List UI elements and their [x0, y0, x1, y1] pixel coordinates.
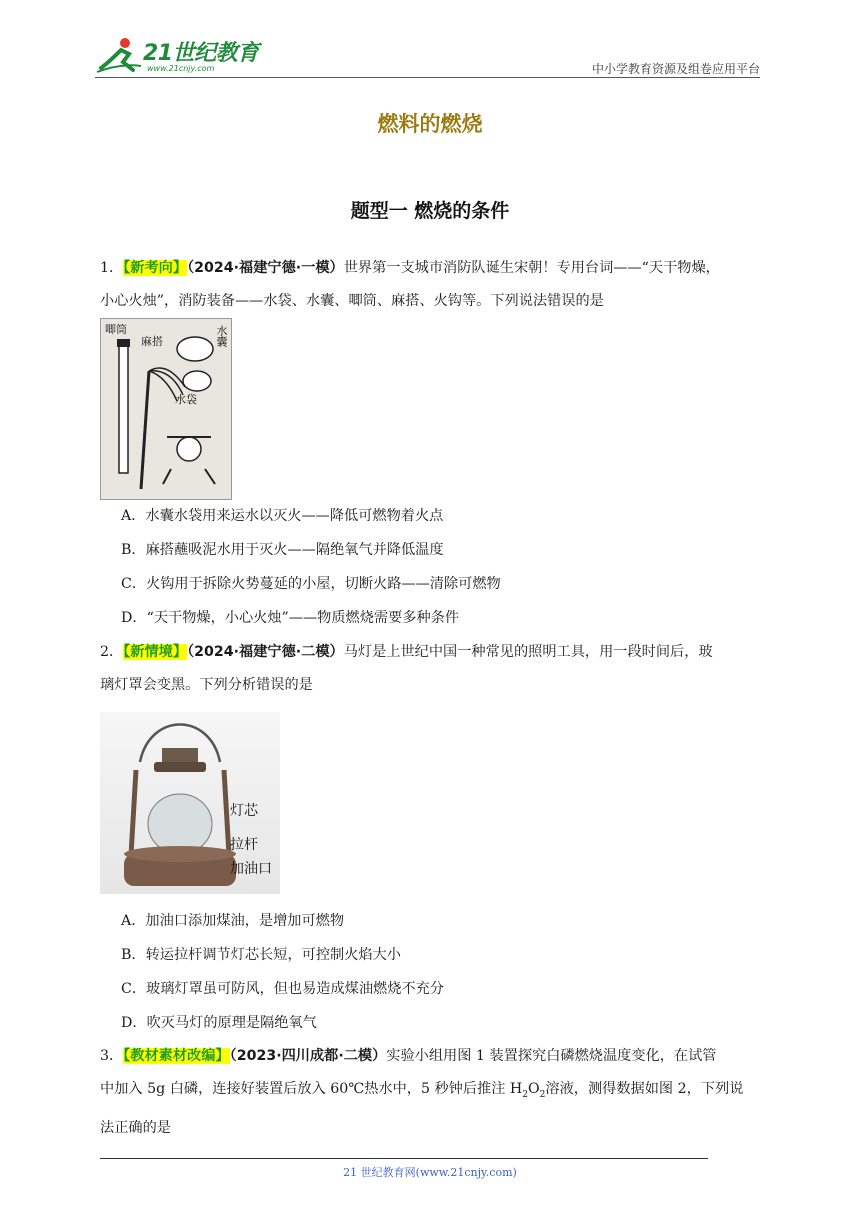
option-d: D．“天干物燥，小心火烛”——物质燃烧需要多种条件 — [121, 610, 460, 626]
subscript: 2 — [539, 1089, 546, 1100]
option-d: D．吹灭马灯的原理是隔绝氧气 — [121, 1015, 317, 1031]
footer-divider — [100, 1158, 708, 1159]
logo — [95, 36, 295, 76]
fire-equipment-image — [100, 318, 232, 500]
question-text: 中加入 5g 白磷，连接好装置后放入 60℃热水中，5 秒钟后推注 H — [100, 1081, 523, 1097]
header-divider — [95, 77, 760, 78]
option-b: B．转运拉杆调节灯芯长短，可控制火焰大小 — [121, 947, 401, 963]
option-b: B．麻搭蘸吸泥水用于灭火——隔绝氧气并降低温度 — [121, 542, 444, 558]
logo-url: www.21cnjy.com — [147, 64, 215, 73]
option-c: C．玻璃灯罩虽可防风，但也易造成煤油燃烧不充分 — [121, 981, 444, 997]
question-text: 小心火烛”，消防装备——水袋、水囊、唧筒、麻搭、火钩等。下列说法错误的是 — [100, 293, 604, 309]
question-text: 世界第一支城市消防队诞生宋朝！专用台词——“天干物燥， — [343, 260, 720, 276]
document-title: 燃料的燃烧 — [377, 112, 483, 136]
option-c: C．火钩用于拆除火势蔓延的小屋，切断火路——清除可燃物 — [121, 576, 501, 592]
question-number: 1． — [100, 260, 124, 276]
runner-logo-icon — [95, 36, 143, 76]
fire-equipment-drawing — [101, 319, 231, 499]
image-label: 唧筒 — [105, 323, 127, 336]
question-text: 实验小组用图 1 装置探究白磷燃烧温度变化，在试管 — [386, 1048, 717, 1064]
section-title: 题型一 燃烧的条件 — [350, 200, 510, 222]
question-text: 璃灯罩会变黑。下列分析错误的是 — [100, 677, 313, 693]
image-label: 麻搭 — [141, 335, 163, 348]
header-platform-name: 中小学教育资源及组卷应用平台 — [591, 62, 760, 76]
question-source: （2024·福建宁德·一模） — [187, 260, 344, 276]
image-label: 水袋 — [175, 393, 197, 406]
question-1-stem — [100, 252, 765, 318]
question-2-stem — [100, 636, 765, 702]
question-tag: 【新情境】 — [123, 644, 188, 660]
image-label: 拉杆 — [230, 837, 258, 853]
question-text: 溶液，测得数据如图 2，下列说 — [545, 1081, 744, 1097]
option-a: A．水囊水袋用来运水以灭火——降低可燃物着火点 — [121, 508, 444, 524]
question-source: （2024·福建宁德·二模） — [187, 644, 344, 660]
question-tag: 【教材素材改编】 — [123, 1048, 230, 1064]
question-text: 马灯是上世纪中国一种常见的照明工具，用一段时间后，玻 — [343, 644, 713, 660]
question-3-stem — [100, 1040, 765, 1145]
image-label: 灯芯 — [230, 803, 258, 819]
footer-text: 21 世纪教育网(www.21cnjy.com) — [343, 1166, 517, 1179]
image-label: 加油口 — [230, 861, 272, 877]
question-tag: 【新考向】 — [123, 260, 188, 276]
logo-text: 21世纪教育 — [143, 41, 259, 66]
question-source: （2023·四川成都·二模） — [229, 1048, 387, 1064]
formula-o: O — [528, 1081, 540, 1097]
option-a: A．加油口添加煤油，是增加可燃物 — [121, 913, 345, 929]
page-header — [95, 30, 760, 80]
question-text: 法正确的是 — [100, 1119, 171, 1136]
question-number: 3． — [100, 1048, 124, 1064]
image-label: 水囊 — [215, 325, 228, 347]
subscript: 2 — [522, 1089, 529, 1100]
kerosene-lamp-image — [100, 712, 280, 894]
question-number: 2． — [100, 644, 124, 660]
